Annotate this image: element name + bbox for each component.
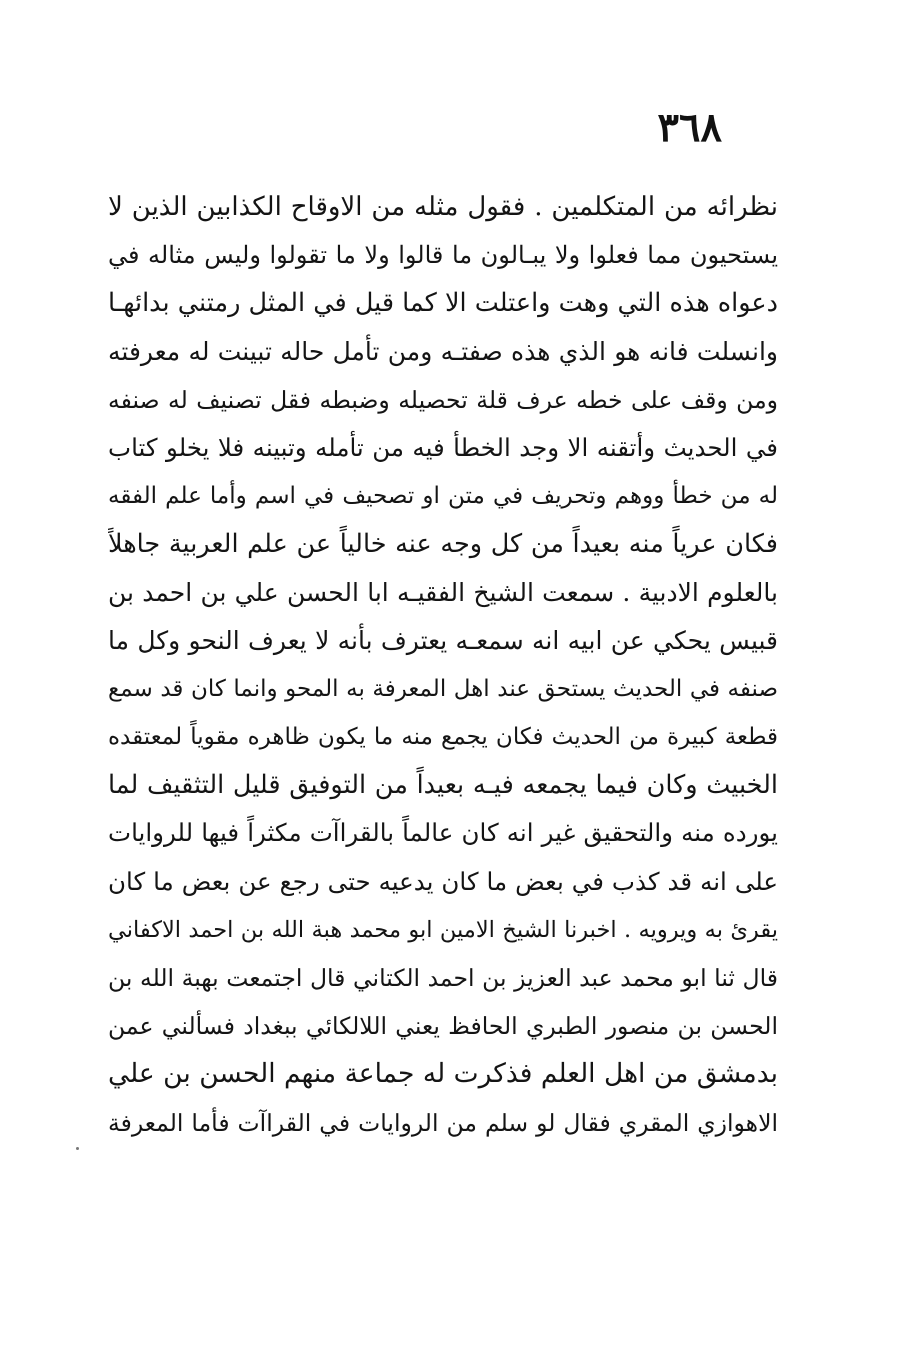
text-line: نظرائه من المتكلمين . فقول مثله من الاوقاح الكذابين الذين لا [108,192,778,222]
text-line: يقرئ به ويرويه . اخبرنا الشيخ الامين ابو محمد هبة الله بن احمد الاكفاني [108,916,778,943]
text-line: قال ثنا ابو محمد عبد العزيز بن احمد الكتاني قال اجتمعت بهبة الله بن [108,964,778,992]
text-line: قبيس يحكي عن ابيه انه سمعـه يعترف بأنه لا يعرف النحو وكل ما [108,625,778,655]
text-line: بدمشق من اهل العلم فذكرت له جماعة منهم الحسن بن علي [108,1058,778,1090]
text-line: صنفه في الحديث يستحق عند اهل المعرفة به المحو وانما كان قد سمع [108,675,778,702]
text-line: ومن وقف على خطه عرف قلة تحصيله وضبطه فقل تصنيف له صنفه [108,385,778,414]
text-line: قطعة كبيرة من الحديث فكان يجمع منه ما يكون ظاهره مقوياً لمعتقده [108,724,778,751]
text-line: الخبيث وكان فيما يجمعه فيـه بعيداً من التوفيق قليل التثقيف لما [108,770,778,801]
text-line: على انه قد كذب في بعض ما كان يدعيه حتى رجع عن بعض ما كان [108,866,778,896]
page-number: ٣٦٨ [657,104,722,151]
text-line: بالعلوم الادبية . سمعت الشيخ الفقيـه ابا الحسن علي بن احمد بن [108,577,778,607]
text-line: يورده منه والتحقيق غير انه كان عالماً بالقراآت مكثراً فيها للروايات [108,818,778,848]
text-line: وانسلت فانه هو الذي هذه صفتـه ومن تأمل حاله تبينت له معرفته [108,336,778,366]
text-line: له من خطأ ووهم وتحريف في متن او تصحيف في اسم وأما علم الفقه [108,483,778,510]
body-text [108,183,778,1147]
text-line: فكان عرياً منه بعيداً من كل وجه عنه خالياً عن علم العربية جاهلاً [108,529,778,560]
text-line: الاهوازي المقري فقال لو سلم من الروايات في القراآت فأما المعرفة [108,1108,778,1137]
scan-speck [76,1147,79,1150]
text-line: دعواه هذه التي وهت واعتلت الا كما قيل في المثل رمتني بدائهـا [108,288,778,319]
text-line: في الحديث وأتقنه الا وجد الخطأ فيه من تأمله وتبينه فلا يخلو كتاب [108,432,778,462]
text-line: الحسن بن منصور الطبري الحافظ يعني اللالكائي ببغداد فسألني عمن [108,1012,778,1041]
text-line: يستحيون مما فعلوا ولا يبـالون ما قالوا ولا ما تقولوا وليس مثاله في [108,241,778,270]
